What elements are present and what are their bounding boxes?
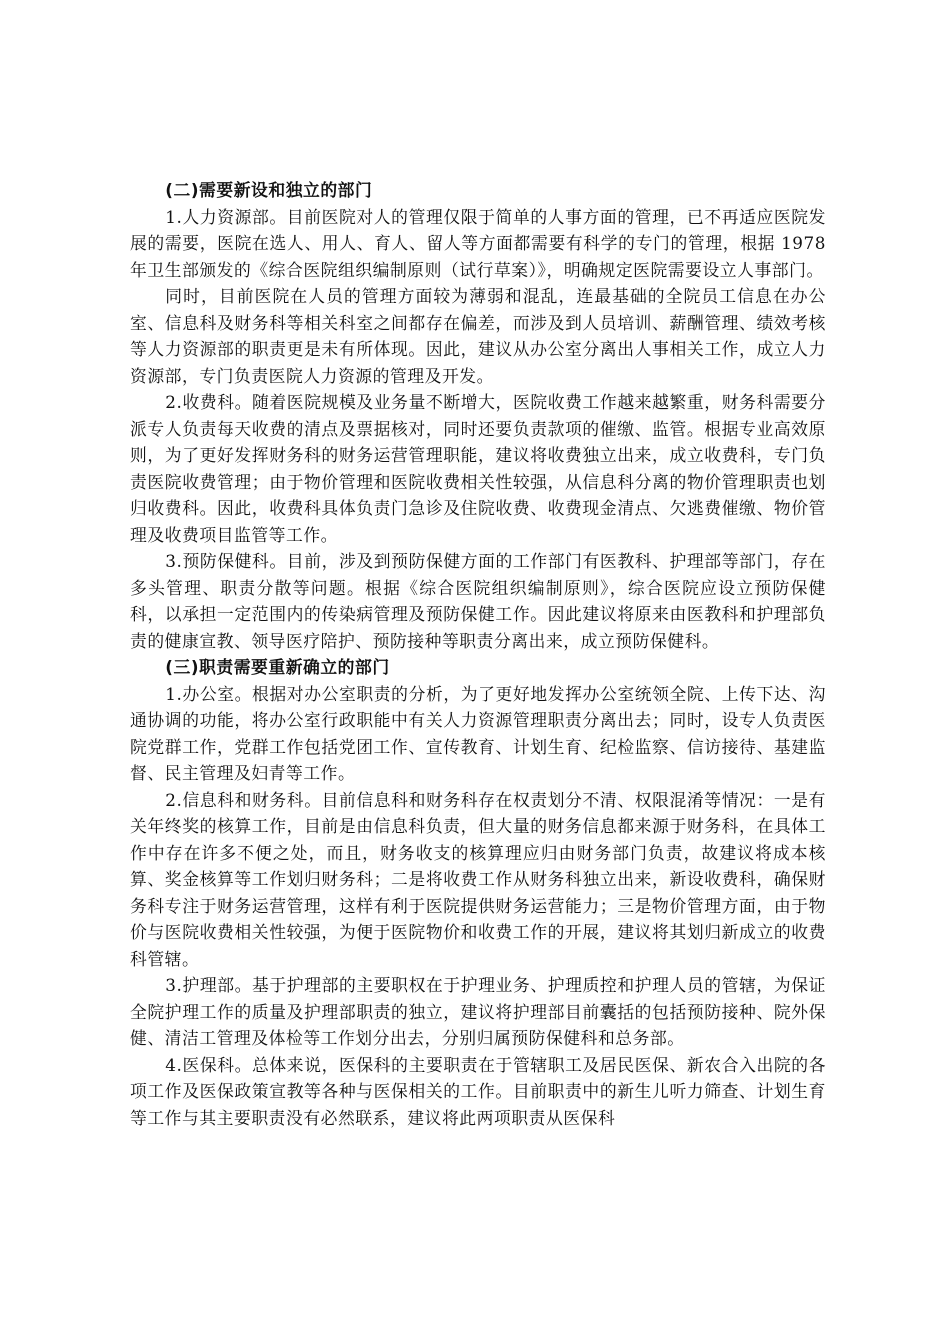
paragraph-prevention-dept: 3.预防保健科。目前，涉及到预防保健方面的工作部门有医教科、护理部等部门，存在多头管理、职责分散等问题。根据《综合医院组织编制原则》，综合医院应设立预防保健科，以承担一定范围内的传染病管理及预防保健工作。因此建议将原来由医教科和护理部负责的健康宣教、领导医疗陪护、预防接种等职责分离出来，成立预防保健科。 [130,551,826,651]
paragraph-nursing: 3.护理部。基于护理部的主要职权在于护理业务、护理质控和护理人员的管辖，为保证全院护理工作的质量及护理部职责的独立，建议将护理部目前囊括的包括预防接种、院外保健、清洁工管理及体检等工作划分出去，分别归属预防保健科和总务部。 [130,975,826,1048]
document-body [130,177,826,1131]
paragraph-hr-dept-cont: 同时，目前医院在人员的管理方面较为薄弱和混乱，连最基础的全院员工信息在办公室、信息科及财务科等相关科室之间都存在偏差，而涉及到人员培训、薪酬管理、绩效考核等人力资源部的职责更是未有所体现。因此，建议从办公室分离出人事相关工作，成立人力资源部，专门负责医院人力资源的管理及开发。 [130,286,826,386]
paragraph-insurance: 4.医保科。总体来说，医保科的主要职责在于管辖职工及居民医保、新农合入出院的各项工作及医保政策宣教等各种与医保相关的工作。目前职责中的新生儿听力筛查、计划生育等工作与其主要职责没有必然联系，建议将此两项职责从医保科 [130,1054,826,1128]
paragraph-hr-dept: 1.人力资源部。目前医院对人的管理仅限于简单的人事方面的管理，已不再适应医院发展的需要，医院在选人、用人、育人、留人等方面都需要有科学的专门的管理，根据 1978 年卫生部颁发的《综合医院组织编制原则（试行草案）》，明确规定医院需要设立人事部门。 [130,206,826,280]
paragraph-billing-dept: 2.收费科。随着医院规模及业务量不断增大，医院收费工作越来越繁重，财务科需要分派专人负责每天收费的清点及票据核对，同时还要负责款项的催缴、监管。根据专业高效原则，为了更好发挥财务科的财务运营管理职能，建议将收费独立出来，成立收费科，专门负责医院收费管理；由于物价管理和医院收费相关性较强，从信息科分离的物价管理职责也划归收费科。因此，收费科具体负责门急诊及住院收费、收费现金清点、欠逃费催缴、物价管理及收费项目监管等工作。 [130,392,826,545]
section-heading-3: (三)职责需要重新确立的部门 [165,657,390,677]
paragraph-info-finance: 2.信息科和财务科。目前信息科和财务科存在权责划分不清、权限混淆等情况：一是有关年终奖的核算工作，目前是由信息科负责，但大量的财务信息都来源于财务科，在具体工作中存在许多不便之处，而且，财务收支的核算理应归由财务部门负责，故建议将成本核算、奖金核算等工作划归财务科；二是将收费工作从财务科独立出来，新设收费科，确保财务科专注于财务运营管理，这样有利于医院提供财务运营能力；三是物价管理方面，由于物价与医院收费相关性较强，为便于医院物价和收费工作的开展，建议将其划归新成立的收费科管辖。 [130,789,826,969]
section-heading-2: (二)需要新设和独立的部门 [165,180,373,200]
paragraph-office: 1.办公室。根据对办公室职责的分析，为了更好地发挥办公室统领全院、上传下达、沟通协调的功能，将办公室行政职能中有关人力资源管理职责分离出去；同时，设专人负责医院党群工作，党群工作包括党团工作、宣传教育、计划生育、纪检监察、信访接待、基建监督、民主管理及妇青等工作。 [130,683,826,783]
